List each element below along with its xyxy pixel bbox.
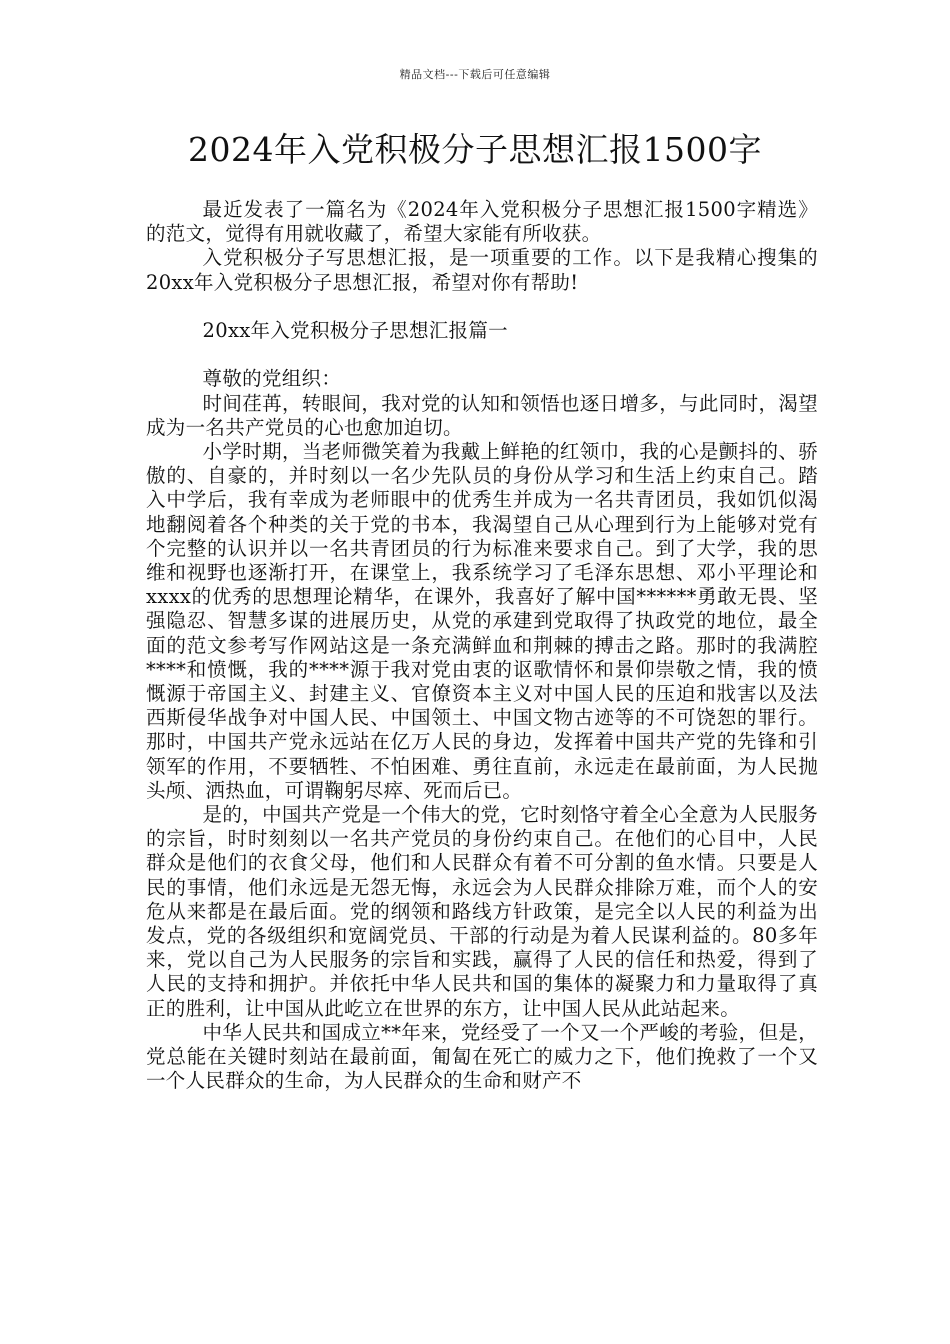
document-title: 2024年入党积极分子思想汇报1500字 [188, 130, 762, 169]
spacer [146, 343, 818, 367]
spacer [146, 295, 818, 319]
document-body [146, 198, 818, 1093]
body-paragraph: 时间荏苒，转眼间，我对党的认知和领悟也逐日增多，与此同时，渴望成为一名共产党员的心也愈加迫切。 [146, 391, 818, 439]
section-heading: 20xx年入党积极分子思想汇报篇一 [202, 319, 508, 342]
body-paragraph: 中华人民共和国成立**年来，党经受了一个又一个严峻的考验，但是，党总能在关键时刻站在最前面，匍匐在死亡的威力之下，他们挽救了一个又一个人民群众的生命，为人民群众的生命和财产不 [146, 1020, 818, 1093]
salutation: 尊敬的党组织： [202, 367, 342, 391]
header-note: 精品文档---下载后可任意编辑 [399, 68, 551, 81]
intro-paragraph: 最近发表了一篇名为《2024年入党积极分子思想汇报1500字精选》的范文，觉得有用就收藏了，希望大家能有所收获。 [146, 198, 818, 246]
body-paragraph: 是的，中国共产党是一个伟大的党，它时刻恪守着全心全意为人民服务的宗旨，时时刻刻以一名共产党员的身份约束自己。在他们的心目中，人民群众是他们的衣食父母，他们和人民群众有着不可分割的鱼水情。只要是人民的事情，他们永远是无怨无悔，永远会为人民群众排除万难，而个人的安危从来都是在最后面。党的纲领和路线方针政策，是完全以人民的利益为出发点，党的各级组织和宽阔党员、干部的行动是为着人民谋利益的。80多年来，党以自己为人民服务的宗旨和实践，赢得了人民的信任和热爱，得到了人民的支持和拥护。并依托中华人民共和国的集体的凝聚力和力量取得了真正的胜利，让中国从此屹立在世界的东方，让中国人民从此站起来。 [146, 803, 818, 1020]
intro-paragraph: 入党积极分子写思想汇报，是一项重要的工作。以下是我精心搜集的20xx年入党积极分子思想汇报，希望对你有帮助! [146, 246, 818, 294]
body-paragraph: 小学时期，当老师微笑着为我戴上鲜艳的红领巾，我的心是颤抖的、骄傲的、自豪的，并时刻以一名少先队员的身份从学习和生活上约束自己。踏入中学后，我有幸成为老师眼中的优秀生并成为一名共青团员，我如饥似渴地翻阅着各个种类的关于党的书本，我渴望自己从心理到行为上能够对党有个完整的认识并以一名共青团员的行为标准来要求自己。到了大学，我的思维和视野也逐渐打开，在课堂上，我系统学习了毛泽东思想、邓小平理论和xxxx的优秀的思想理论精华，在课外，我喜好了解中国******勇敢无畏、坚强隐忍、智慧多谋的进展历史，从党的承建到党取得了执政党的地位，最全面的范文参考写作网站这是一条充满鲜血和荆棘的搏击之路。那时的我满腔****和愤慨，我的****源于我对党由衷的讴歌情怀和景仰崇敬之情，我的愤慨源于帝国主义、封建主义、官僚资本主义对中国人民的压迫和戕害以及法西斯侵华战争对中国人民、中国领土、中国文物古迹等的不可饶恕的罪行。那时，中国共产党永远站在亿万人民的身边，发挥着中国共产党的先锋和引领军的作用，不要牺牲、不怕困难、勇往直前，永远走在最前面，为人民抛头颅、洒热血，可谓鞠躬尽瘁、死而后已。 [146, 440, 818, 802]
